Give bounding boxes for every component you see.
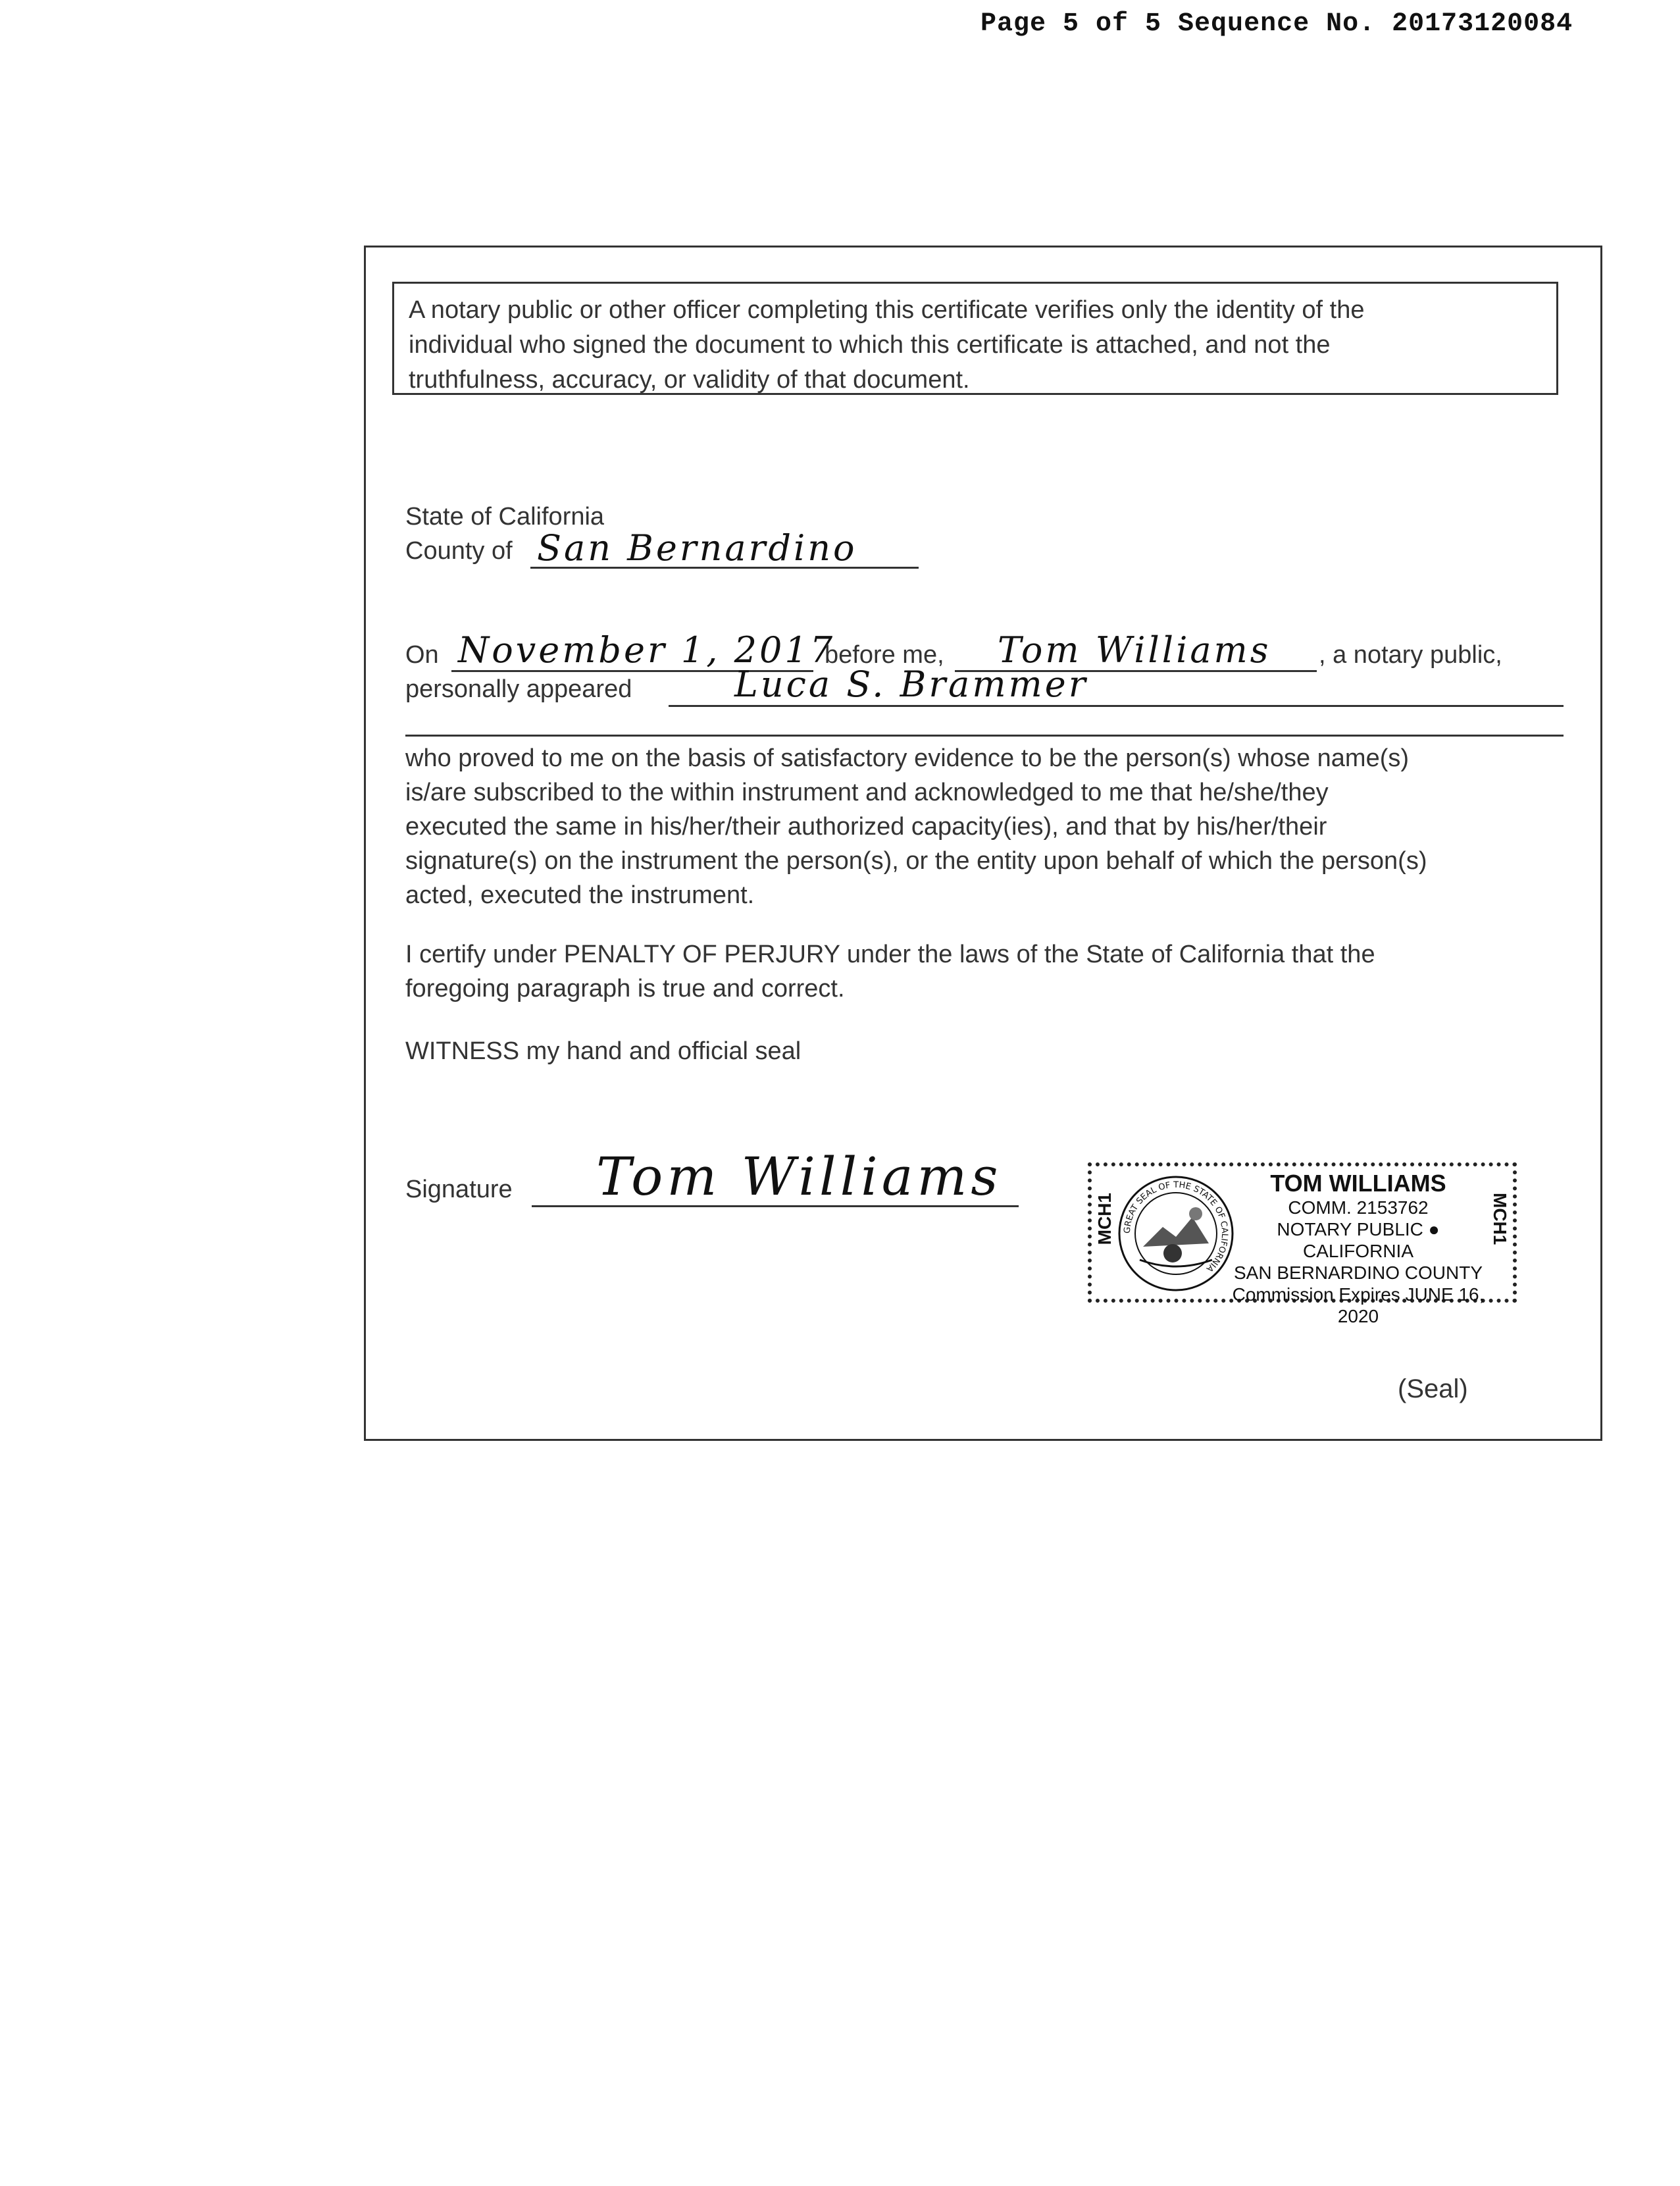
state-seal-icon <box>1117 1174 1235 1293</box>
body-line: who proved to me on the basis of satisfactory evidence to be the person(s) whose name(s) <box>405 744 1410 772</box>
stamp-expires: Commission Expires JUNE 16, 2020 <box>1232 1284 1485 1326</box>
county-label: County of <box>405 537 513 565</box>
stamp-side-code-left: MCH1 <box>1094 1193 1115 1245</box>
appeared-handwritten: Luca S. Brammer <box>734 664 1088 705</box>
appeared-line <box>669 705 1564 707</box>
state-label: State of California <box>405 503 605 531</box>
notice-line: individual who signed the document to which this certificate is attached, and not the <box>409 331 1331 359</box>
notice-line: A notary public or other officer completing this certificate verifies only the identity of the <box>409 296 1365 324</box>
stamp-info <box>1223 1170 1493 1327</box>
appeared-line-2 <box>405 735 1564 737</box>
body-line: acted, executed the instrument. <box>405 881 755 909</box>
stamp-notary-name: TOM WILLIAMS <box>1270 1170 1446 1197</box>
notary-certificate-frame <box>364 246 1602 1441</box>
perjury-line: I certify under PENALTY OF PERJURY under the laws of the State of California that the <box>405 941 1375 968</box>
acknowledgment-body <box>405 741 1427 912</box>
stamp-title: NOTARY PUBLIC ● CALIFORNIA <box>1277 1219 1440 1261</box>
on-label: On <box>405 641 439 669</box>
witness-statement: WITNESS my hand and official seal <box>405 1037 802 1065</box>
perjury-line: foregoing paragraph is true and correct. <box>405 975 845 1002</box>
before-me-label: before me, <box>825 641 944 669</box>
body-line: executed the same in his/her/their authorized capacity(ies), and that by his/her/their <box>405 813 1327 841</box>
notice-box <box>392 282 1558 395</box>
notice-line: truthfulness, accuracy, or validity of that document. <box>409 366 970 394</box>
body-line: is/are subscribed to the within instrument and acknowledged to me that he/she/they <box>405 779 1329 806</box>
stamp-commission: COMM. 2153762 <box>1288 1197 1429 1218</box>
perjury-statement <box>405 937 1375 1006</box>
stamp-county: SAN BERNARDINO COUNTY <box>1233 1262 1483 1283</box>
signature-label: Signature <box>405 1176 513 1203</box>
page-sequence-header: Page 5 of 5 Sequence No. 20173120084 <box>980 9 1573 39</box>
appeared-label: personally appeared <box>405 675 632 703</box>
date-handwritten: November 1, 2017 <box>458 629 836 671</box>
stamp-side-code-right: MCH1 <box>1490 1193 1510 1245</box>
notary-stamp <box>1088 1162 1517 1326</box>
notary-public-label: , a notary public, <box>1319 641 1502 669</box>
seal-ring-text: GREAT SEAL OF THE STATE OF CALIFORNIA <box>1122 1180 1230 1274</box>
notary-name-handwritten: Tom Williams <box>998 629 1271 671</box>
body-line: signature(s) on the instrument the person(s), or the entity upon behalf of which the person(s) <box>405 847 1427 875</box>
county-handwritten: San Bernardino <box>537 527 857 569</box>
seal-label: (Seal) <box>1398 1374 1468 1403</box>
handwritten-signature: Tom Williams <box>596 1146 1002 1207</box>
